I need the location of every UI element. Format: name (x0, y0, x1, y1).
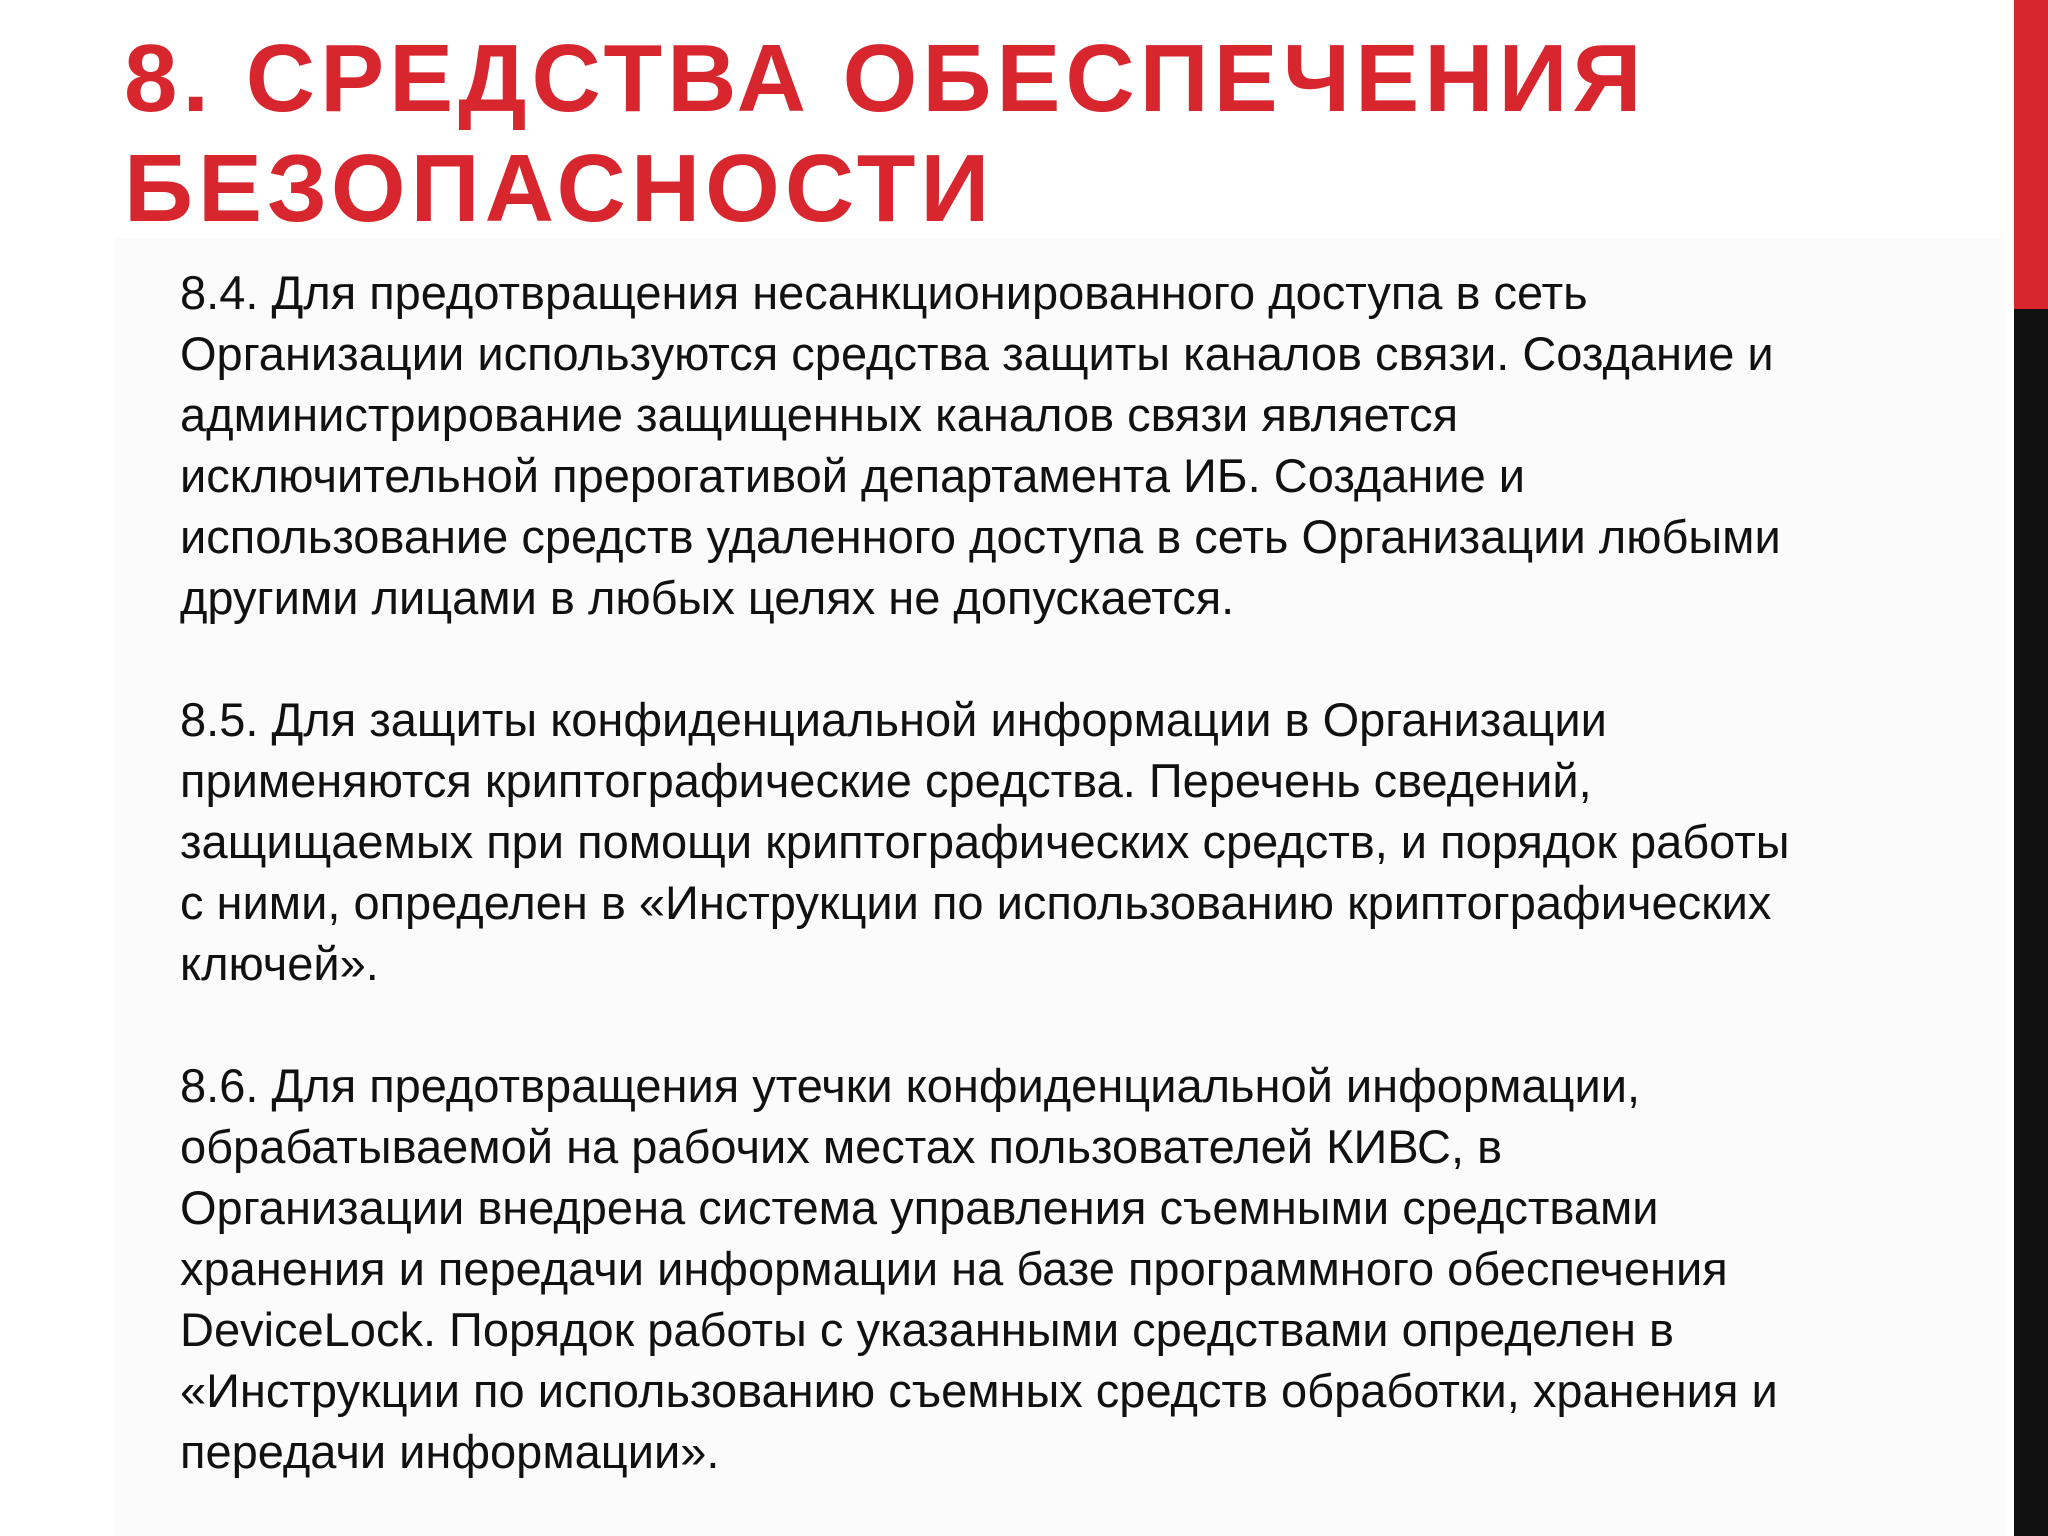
paragraph-line: ключей». (180, 937, 379, 990)
paragraph-line: Организации внедрена система управления съемными средствами (180, 1181, 1659, 1234)
paragraph-line: хранения и передачи информации на базе программного обеспечения (180, 1242, 1728, 1295)
paragraph-line: с ними, определен в «Инструкции по использованию криптографических (180, 876, 1772, 929)
paragraph-line: передачи информации». (180, 1425, 720, 1478)
paragraph-line: 8.4. Для предотвращения несанкционированного доступа в сеть (180, 266, 1588, 319)
paragraph-line: 8.6. Для предотвращения утечки конфиденциальной информации, (180, 1059, 1641, 1112)
paragraph-line: DeviceLock. Порядок работы с указанными средствами определен в (180, 1303, 1674, 1356)
paragraph-line: Организации используются средства защиты каналов связи. Создание и (180, 327, 1774, 380)
paragraph-8-5 (180, 689, 1960, 994)
slide-title: 8. СРЕДСТВА ОБЕСПЕЧЕНИЯ БЕЗОПАСНОСТИ (124, 25, 1647, 242)
paragraph-line: исключительной прерогативой департамента ИБ. Создание и (180, 449, 1526, 502)
paragraph-line: администрирование защищенных каналов связи является (180, 388, 1459, 441)
paragraph-8-4 (180, 262, 1960, 628)
paragraph-line: «Инструкции по использованию съемных средств обработки, хранения и (180, 1364, 1778, 1417)
paragraph-line: обрабатываемой на рабочих местах пользователей КИВС, в (180, 1120, 1503, 1173)
paragraph-line: применяются криптографические средства. Перечень сведений, (180, 754, 1592, 807)
paragraph-line: использование средств удаленного доступа в сеть Организации любыми (180, 510, 1781, 563)
paragraph-line: 8.5. Для защиты конфиденциальной информации в Организации (180, 693, 1607, 746)
slide-body (180, 262, 1960, 1482)
paragraph-8-6 (180, 1055, 1960, 1482)
paragraph-line: другими лицами в любых целях не допускается. (180, 571, 1235, 624)
right-edge-red-accent (2014, 0, 2048, 309)
paragraph-line: защищаемых при помощи криптографических средств, и порядок работы (180, 815, 1790, 868)
